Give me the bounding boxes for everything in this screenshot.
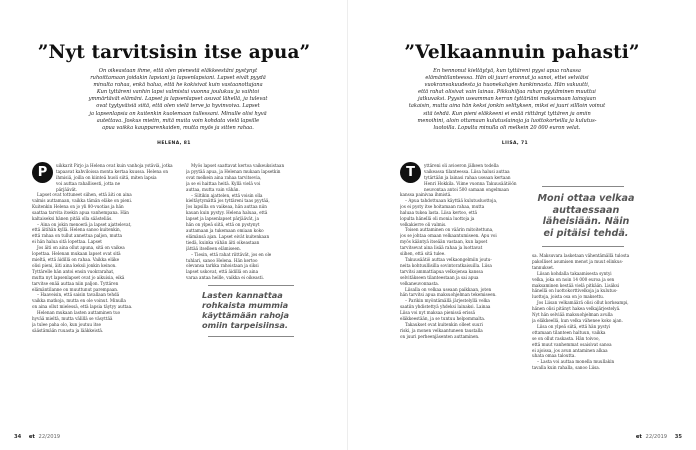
left-intro xyxy=(88,68,268,132)
body-line: Helenan mukaan lasten auttaminen tuo xyxy=(37,310,121,316)
right-column-1 xyxy=(424,163,524,193)
body-line: olevansa tarkka rahoistaan ja siksi xyxy=(186,263,259,269)
body-line: sa. Maksuvara lasketaan vähentämällä tulosta xyxy=(532,253,630,258)
body-line: on juuri perheenjäsenten auttaminen. xyxy=(400,333,480,339)
quote-line: auttaessaan xyxy=(552,204,620,216)
right-column-3 xyxy=(532,253,656,371)
body-line: maksaminen kestää vielä pitkään. Lisäksi xyxy=(532,282,620,288)
body-line: tavalla kuin rahalla, sanoo Liisa. xyxy=(532,365,601,371)
quote-line: rohkaista mummia xyxy=(202,300,289,310)
body-line: velka, joka on noin 14 000 euroa ja sen xyxy=(532,276,615,282)
body-line: saattaa tarvita itsekin apua vanhempana. Hän xyxy=(32,209,129,215)
body-line: lapset uskovat, että äidillä on aina xyxy=(186,269,259,275)
body-line: säästämään ruuasta ja lääkkeistä. xyxy=(32,327,104,333)
body-line: se on ollut raskasta. Hän toivoo, xyxy=(532,335,600,341)
intro-line: vuokranvakuudesta ja huonekalujen hankinnasta. Hän vakuutti, xyxy=(424,82,590,89)
body-line: ei hän halua sitä lopettaa. Lapset xyxy=(32,239,102,245)
body-line: ottamaan tilanteen haltuun, vaikka xyxy=(532,329,606,335)
body-line: tuhlari, sanoo Helena. Hän kertoo xyxy=(186,257,258,263)
body-line: tiedä, kuinka vähän äiti oikeastaan xyxy=(186,239,260,245)
body-line: myös kääntyä itseään vastaan, kun lapset xyxy=(400,239,488,245)
quote-line: omiin tarpeisiinsa. xyxy=(202,320,288,330)
body-line: tarvitsi ammattiapua velkojensa kanssa xyxy=(400,268,484,274)
body-line: voi auttaa rahallisesti, jotta ne xyxy=(56,180,121,186)
intro-line: On oikeastaan ihme, että olen pienestä eläkkeestäni pystynyt xyxy=(98,68,258,74)
body-line: ihmisiä, joilla on kiinteä huoli siitä, miten lapsia xyxy=(56,174,157,180)
body-line: tarvitse enää auttaa niin paljon. Tyttären xyxy=(32,280,119,286)
body-line: ja se ei haittaa heitä. Kyllä vielä voi xyxy=(186,180,261,186)
body-line: valmis auttamaan, vaikka tämän eläke on pieni. xyxy=(32,197,133,203)
intro-line: takaisin, mutta aina hän keksi jonkin selityksen, miksi ei juuri sillloin voinut xyxy=(408,103,606,110)
intro-line: sitä tehdä. Kun pieni eläkkeeni ei enää riittänyt tyttären ja omiin xyxy=(423,110,591,117)
body-line: Jos lapsilla on vaikeaa, hän auttaa niin xyxy=(186,204,267,210)
body-line: vaikeassa tilanteessa. Liisa halusi auttaa xyxy=(424,168,510,174)
body-line: että äitihän kyllä. Helena sanoo kuitenkin, xyxy=(32,227,122,233)
body-line: hyvää mieltä, mutta välillä se väsyttää xyxy=(32,316,113,322)
body-line: kauan kuin pystyy. Helena haluaa, että xyxy=(186,210,268,216)
magazine-brand: et xyxy=(28,434,35,440)
body-line: olisi pieni, äiti aina keksii jonkin keinon. xyxy=(32,262,117,268)
magazine-brand: et xyxy=(635,434,642,440)
body-line: ja tulee paha olo, kun joutuu itse xyxy=(32,321,101,327)
body-line: lapset ja lapsenlapset pärjäävät, ja xyxy=(186,216,259,222)
body-line: varaa antaa heille, vaikka ei oikeasti. xyxy=(186,275,264,281)
body-line: kanssa painivaa ihmistä. xyxy=(400,192,452,197)
body-line: yttäreni oli avioeron jälkeen todella xyxy=(424,163,499,168)
right-column-1-body xyxy=(400,192,524,340)
body-line: Tyttärelle hän antoi ensin vuokrarahat, xyxy=(32,268,115,274)
intro-line: apua vaikka kaupparenkaiden, mutta myös ja sitten rahaa. xyxy=(102,124,254,131)
body-line: hänellä on luottokorttivelkoja ja kulutus- xyxy=(532,288,618,294)
left-column-1-body xyxy=(32,192,180,334)
body-line: lopettaa. Helenan mukaan lapset ovat sitä xyxy=(32,251,121,257)
body-line: hänen olisi pitänyt hakea velkajärjestelyä. xyxy=(532,306,621,312)
right-folio xyxy=(636,434,682,440)
body-line: että rahaa on tullut annettua paljon, mutta xyxy=(32,233,122,239)
quote-line: ei pitäisi tehdä. xyxy=(543,227,629,239)
body-line: jättää itselleen elämiseen. xyxy=(186,245,241,251)
body-line: Takuusäätiö auttaa velkaongelmiin joutu- xyxy=(405,256,492,262)
body-line: Jos Liisan velkamäärä olisi ollut korkeampi, xyxy=(537,300,629,306)
right-intro xyxy=(388,68,626,132)
body-line: Jos äiti on aina ollut apuna, sitä on vaikea xyxy=(37,245,125,251)
body-line: tarvitsevat aina lisää rahaa ja luottavat xyxy=(400,245,483,251)
body-line: – Apua tahdottuaan käyttää kulutusluottoja, xyxy=(405,197,498,203)
intro-line: että rahat olisivat vain lainaa. Pikkuhiljaa rahan pyytäminen muuttui xyxy=(418,89,596,96)
body-line: mutta nyt lapsenlapset ovat jo aikuisia, eikä xyxy=(32,274,125,280)
body-line: Myös lapset saattavat kertoa vaikeuksistaan xyxy=(191,163,285,168)
page-number: 34 xyxy=(14,434,22,440)
body-line: elämäntilanne on muuttunut parempaan. xyxy=(32,286,119,292)
body-line: Lapset ovat tottuneet siihen, että äiti on aina xyxy=(37,192,132,197)
intro-line: ymmärtävät elämäni. Lapset ja lapsenlapset asuvat lähellä, ja tulevat xyxy=(88,96,268,103)
body-line: neuvontaa antoi 500 samaan ongelmaan xyxy=(424,186,509,192)
issue-number: 22/2019 xyxy=(645,434,668,440)
body-line: neita kohtuullisilla sovintoratkaisuilla. Liisa xyxy=(400,262,492,268)
body-line: Liisa voi nyt maksaa pienissä erissä xyxy=(400,310,475,316)
intro-line: ruhoittamaan joidakin lapsiani ja lapsenlapsiani. Lapset eivät pyydä xyxy=(90,75,266,82)
quote-line: Lasten kannattaa xyxy=(202,290,283,300)
body-line: Takaukset ovat kuitenkin olleet suuri xyxy=(405,321,483,327)
body-line: Toisen auttaminen on väärin mitoitettuna, xyxy=(405,227,494,233)
body-line: eläkkeestään, ja se tuntuu helpommalta. xyxy=(400,316,486,322)
quote-line: käyttämään rahoja xyxy=(202,310,290,320)
left-dropcap: P xyxy=(32,162,53,183)
body-line: elämänsä ajan. Lapset eivät kuitenkaan xyxy=(186,233,270,239)
right-headline: ”Velkaannuin pahasti” xyxy=(404,42,640,63)
left-column-2 xyxy=(186,163,316,281)
body-line: ja eläkkeellä, kun velka vähenee koko ajan. xyxy=(532,317,623,323)
intro-line: autettava. Joskus mietin, mitä muita voin kohdata vielä lapsille xyxy=(96,117,260,124)
quote-rule-bottom xyxy=(542,246,624,247)
body-line: uikkarit Pirjo ja Helena ovat kuin vanhoja ystäviä, jotka xyxy=(56,163,173,168)
left-pull-quote xyxy=(202,290,302,330)
body-line: Liisa on ylpeä siitä, että hän pystyi xyxy=(537,323,610,329)
body-line: Liisan kohdalla takaamisesta syntyi xyxy=(537,270,612,276)
intro-line: Kun tyttäreni vanhin lapsi valmistui vuonna joulukuu ja vaihtoi xyxy=(96,89,260,96)
intro-line: elämäntilanteessa. Hän oli juuri eronnut ja sanoi, ettei selviäisi xyxy=(425,75,589,82)
body-line: pakolliset asumisen menot ja muut elinkus- xyxy=(532,258,624,264)
quote-line: Moni ottaa velkaa xyxy=(537,193,635,204)
body-line: Nyt hän selviää maksuohjelman avulla xyxy=(532,312,613,318)
body-line: auttaa, mutta vain vähän. xyxy=(186,186,240,192)
body-line: – Aina on jokin menoerä ja lapset ajattelevat, xyxy=(37,221,132,227)
body-line: auttamaan ja tukemaan omiaan koko xyxy=(186,227,264,233)
body-line: siihen, että sitä tulee. xyxy=(400,251,446,257)
body-line: luottoja, joista osa on jo maksettu. xyxy=(532,294,605,300)
body-line: että muut vanhemmat osaisivat sanoa xyxy=(532,341,612,347)
intro-line: ovat tyytyväisiä siitä, että olen vielä terve ja hyvinvoiva. Lapset xyxy=(96,103,260,110)
body-line: – Siltikin ajattelen, että voisin olla xyxy=(191,192,263,198)
body-line: Henri Hokkila. Viime vuonna Takuusäätiöön xyxy=(424,180,517,186)
right-page xyxy=(348,0,696,450)
intro-line: En hennonut kieltäytyä, kun tyttäreni pyysi apua rahassa xyxy=(433,68,581,74)
body-line: hän tarvitsi apua maksuohjelman tekemiseen. xyxy=(400,292,497,298)
body-line: uhata omaa taloutta. xyxy=(532,353,576,359)
issue-number: 22/2019 xyxy=(38,434,61,440)
body-line: ovat melkein aina rahaa tarvitsevia, xyxy=(186,174,262,180)
quote-rule-top xyxy=(208,285,294,286)
left-signature: HELENA, 81 xyxy=(157,141,191,146)
body-line: – Haaveisin, että saisin tavallaan tehdä xyxy=(37,292,120,298)
body-line: kieltäytymättä jos tyttäreni taas pyytää, xyxy=(186,198,270,204)
left-headline: ”Nyt tarvitsisin itse apua” xyxy=(37,42,311,63)
body-line: riski, ja monen velkaantuneen taustalla xyxy=(400,327,483,333)
body-line: tapaavat kahviloissa monta kertaa kuussa. Helena on xyxy=(56,168,169,174)
intro-line: luotoilla. Lopulta minulla oli melkein 20 000 euron velat. xyxy=(433,124,581,131)
body-line: Kuitenkin Helena on jo yli 80-vuotias ja hän xyxy=(32,203,124,209)
body-line: selvitäkseen tilanteestaan ja sai apua xyxy=(400,274,479,280)
right-pull-quote xyxy=(536,193,636,239)
body-line: velkaneuvonnasta. xyxy=(400,280,440,286)
intro-line: jatkuvaksi. Pyysin useamman kerran tyttäriäni maksamaan lainojaan xyxy=(418,96,596,103)
body-line: hän on ylpeä siitä, että on pystynyt xyxy=(186,222,260,228)
body-line: – Parikin myöntämällä järjestelyllä velka xyxy=(405,298,490,304)
body-line: tannukset. xyxy=(532,264,555,270)
body-line: haluaa tukea lasta. Liisa kertoo, että xyxy=(400,209,477,215)
body-line: Liisalla on velkaa useaan paikkaan, joten xyxy=(405,286,492,292)
body-line: on aina ollut mielessä, että lapsia täytyy auttaa. xyxy=(32,304,133,310)
body-line: vaikka matkoja, mutta en ole voinut. Minulla xyxy=(32,298,126,304)
body-line: velkakierre oli valmis. xyxy=(400,221,447,227)
body-line: saatiin yhdistettyä yhdeksi lainaksi. Lainaa xyxy=(400,304,491,310)
body-line: pärjäävät. xyxy=(56,186,78,192)
page-number: 35 xyxy=(674,434,682,440)
body-line: ja pyytää apua, ja Helenan mukaan lapsetkin xyxy=(186,168,281,174)
quote-rule-top xyxy=(542,186,624,187)
body-line: – Tiesin, että rahat riittävät, jos en ole xyxy=(191,251,272,257)
body-line: – Lasta voi auttaa monella muullakin xyxy=(537,359,615,365)
right-signature: LIISA, 71 xyxy=(501,141,529,146)
body-line: ei ajoissa, jos avun antaminen alkaa xyxy=(532,347,608,353)
intro-line: menoihini, aloin ottamaan kulutuslainoja ja luottokorteilla ja kulutus- xyxy=(417,117,597,124)
intro-line: minulta rahaa, enkä halua, että he kokisivat kuin vastaanottajana xyxy=(93,82,263,89)
body-line: tytärtään ja lainasi rahaa useaan kertaan xyxy=(424,174,511,180)
quote-rule-bottom xyxy=(208,336,294,337)
body-line: lopulta hänellä oli monia luottoja ja xyxy=(400,215,475,221)
intro-line: ja lapsenlapsia on kuitenkin kuolemaan tullessani. Minulle olisi hyvä xyxy=(89,110,267,117)
body-line: mieltä, että äidillä on rahaa. Vaikka eläke xyxy=(32,256,120,262)
left-column-1 xyxy=(56,163,181,193)
quote-line: läheisiään. Näin xyxy=(542,216,630,227)
right-dropcap: T xyxy=(400,162,421,183)
left-folio xyxy=(14,434,60,440)
body-line: jos ei pysty itse hoitamaan rahaa, mutta xyxy=(400,203,485,209)
body-line: kaltaiseksi hänen pitää olla säästeliäs. xyxy=(32,215,113,221)
body-line: jos se johtaa omaan velkaantumiseen. Apu voi xyxy=(400,233,497,239)
